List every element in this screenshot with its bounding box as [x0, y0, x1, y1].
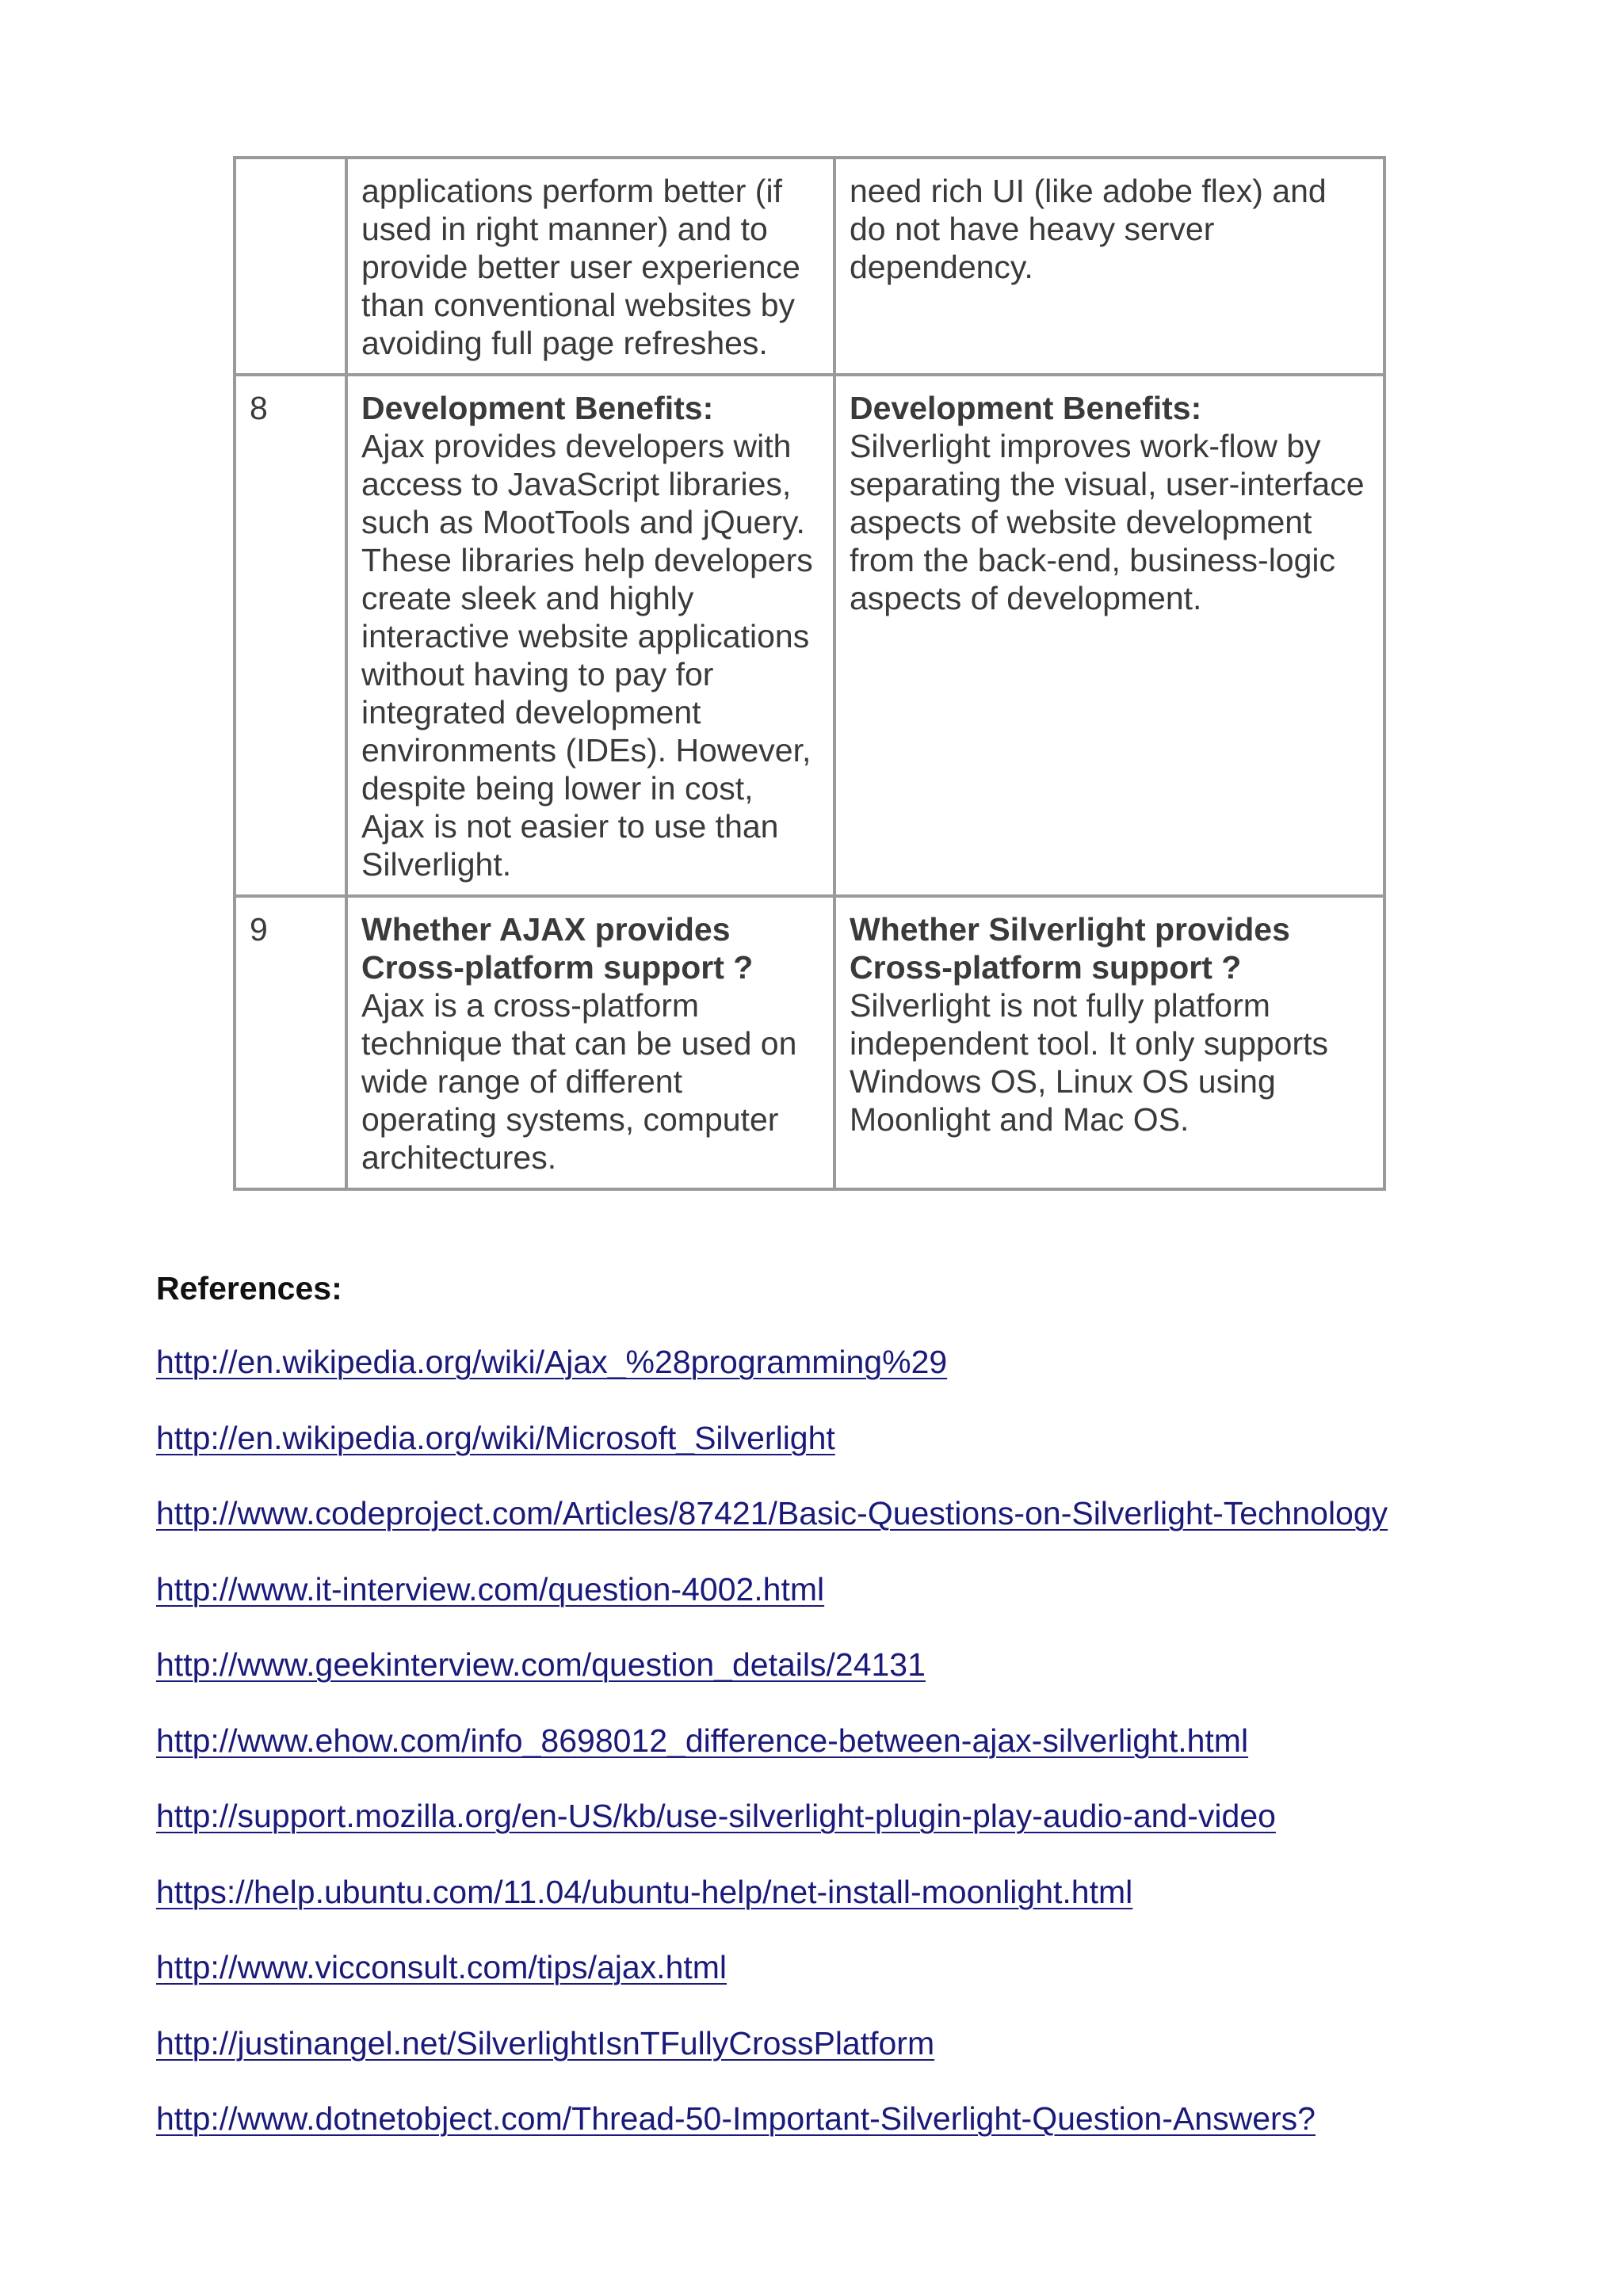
- list-item: [156, 1646, 1598, 1684]
- silverlight-cell-heading: Whether Silverlight provides Cross-platform support ?: [850, 911, 1290, 986]
- reference-link[interactable]: http://www.it-interview.com/question-4002.html: [156, 1570, 825, 1608]
- list-item: [156, 1570, 1598, 1608]
- references-heading: References:: [156, 1270, 342, 1306]
- list-item: [156, 1873, 1598, 1911]
- silverlight-cell: [834, 375, 1384, 896]
- ajax-cell: [346, 896, 834, 1189]
- silverlight-cell: [834, 896, 1384, 1189]
- list-item: [156, 1343, 1598, 1381]
- row-number: 9: [250, 911, 268, 948]
- table-row: [235, 375, 1384, 896]
- row-number-cell: [235, 375, 346, 896]
- list-item: [156, 1494, 1598, 1532]
- reference-link[interactable]: https://help.ubuntu.com/11.04/ubuntu-help/net-install-moonlight.html: [156, 1873, 1133, 1910]
- ajax-cell-heading: Whether AJAX provides Cross-platform support ?: [361, 911, 754, 986]
- row-number-cell: [235, 158, 346, 375]
- list-item: [156, 1797, 1598, 1835]
- reference-link[interactable]: http://justinangel.net/SilverlightIsnTFullyCrossPlatform: [156, 2024, 935, 2061]
- ajax-cell-text: Ajax provides developers with access to JavaScript libraries, such as MootTools and jQuery. These libraries help developers create sleek and highly interactive website applications without having to pay for integrated development environments (IDEs). However, despite being lower in cost, Ajax is not easier to use than Silverlight.: [361, 428, 813, 883]
- silverlight-cell-heading: Development Benefits:: [850, 390, 1202, 426]
- silverlight-cell-text: Silverlight improves work-flow by separating the visual, user-interface aspects of website development from the back-end, business-logic aspects of development.: [850, 428, 1365, 616]
- reference-link[interactable]: http://en.wikipedia.org/wiki/Microsoft_Silverlight: [156, 1419, 835, 1456]
- silverlight-cell-text: need rich UI (like adobe flex) and do not have heavy server dependency.: [850, 173, 1327, 285]
- list-item: [156, 1419, 1598, 1457]
- ajax-cell: [346, 158, 834, 375]
- reference-link[interactable]: http://www.geekinterview.com/question_details/24131: [156, 1646, 926, 1683]
- reference-link[interactable]: http://www.dotnetobject.com/Thread-50-Important-Silverlight-Question-Answers?: [156, 2100, 1316, 2137]
- list-item: [156, 2100, 1598, 2138]
- reference-link[interactable]: http://www.ehow.com/info_8698012_difference-between-ajax-silverlight.html: [156, 1722, 1249, 1759]
- ajax-cell-text: Ajax is a cross-platform technique that can be used on wide range of different operating systems, computer architectures.: [361, 987, 797, 1176]
- list-item: [156, 1948, 1598, 1986]
- silverlight-cell: [834, 158, 1384, 375]
- list-item: [156, 2024, 1598, 2062]
- comparison-table: [233, 156, 1386, 1191]
- silverlight-cell-text: Silverlight is not fully platform independent tool. It only supports Windows OS, Linux OS using Moonlight and Mac OS.: [850, 987, 1329, 1138]
- references-section: [156, 1269, 1598, 2176]
- reference-link[interactable]: http://support.mozilla.org/en-US/kb/use-silverlight-plugin-play-audio-and-video: [156, 1798, 1276, 1834]
- reference-link[interactable]: http://www.codeproject.com/Articles/87421/Basic-Questions-on-Silverlight-Technology: [156, 1495, 1388, 1531]
- list-item: [156, 1722, 1598, 1760]
- table-row: [235, 158, 1384, 375]
- row-number: 8: [250, 390, 268, 426]
- ajax-cell-text: applications perform better (if used in right manner) and to provide better user experience than conventional websites by avoiding full page refreshes.: [361, 173, 800, 361]
- table-row: [235, 896, 1384, 1189]
- reference-link[interactable]: http://www.vicconsult.com/tips/ajax.html: [156, 1949, 727, 1985]
- reference-link[interactable]: http://en.wikipedia.org/wiki/Ajax_%28programming%29: [156, 1344, 948, 1380]
- row-number-cell: [235, 896, 346, 1189]
- reference-list: [156, 1343, 1598, 2138]
- ajax-cell-heading: Development Benefits:: [361, 390, 714, 426]
- ajax-cell: [346, 375, 834, 896]
